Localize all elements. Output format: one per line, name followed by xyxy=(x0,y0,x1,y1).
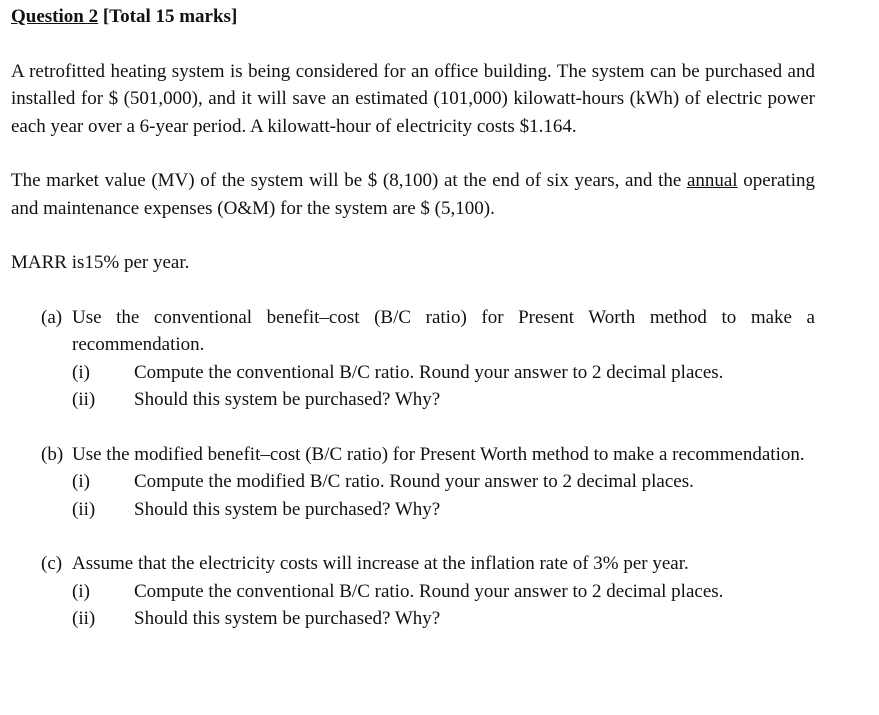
part-c-sub-i xyxy=(41,578,815,606)
marr-paragraph: MARR is15% per year. xyxy=(11,252,190,273)
part-b-sub-i xyxy=(41,468,815,496)
part-a-sub-i-num: (i) xyxy=(72,361,90,383)
part-b xyxy=(41,441,815,524)
part-a-letter: (a) xyxy=(41,306,63,328)
part-b-stem xyxy=(41,441,815,469)
part-b-sub-ii xyxy=(41,496,815,524)
part-b-sub-i-text: Compute the modified B/C ratio. Round your answer to 2 decimal places. xyxy=(134,471,694,492)
problem-paragraph-2 xyxy=(11,167,815,222)
part-c xyxy=(41,550,815,633)
problem-paragraph-2-end: operating and maintenance expenses (O&M) for the system are $ (5,100). xyxy=(11,170,815,219)
question-heading xyxy=(11,3,815,31)
part-c-sub-ii xyxy=(41,605,815,633)
part-c-sub-i-num: (i) xyxy=(72,580,90,602)
part-a-sub-ii-text: Should this system be purchased? Why? xyxy=(134,389,441,410)
part-a-stem xyxy=(41,304,815,359)
part-c-letter: (c) xyxy=(41,553,63,574)
problem-paragraph-2-start: The market value (MV) of the system will be $ (8,100) at the end of six years, and the xyxy=(11,170,687,191)
question-number: Question 2 xyxy=(11,6,99,27)
part-c-sub-ii-text: Should this system be purchased? Why? xyxy=(134,608,441,629)
part-a-sub-ii xyxy=(41,386,815,414)
part-b-stem-text: Use the modified benefit–cost (B/C ratio) for Present Worth method to make a recommendation. xyxy=(72,443,805,465)
question-marks: [Total 15 marks] xyxy=(98,6,238,27)
part-b-sub-i-num: (i) xyxy=(72,471,90,492)
part-c-stem-text: Assume that the electricity costs will increase at the inflation rate of 3% per year. xyxy=(72,553,689,574)
part-c-sub-i-text: Compute the conventional B/C ratio. Round your answer to 2 decimal places. xyxy=(134,580,724,602)
part-c-stem xyxy=(41,550,815,578)
part-b-sub-ii-text: Should this system be purchased? Why? xyxy=(134,498,441,520)
document-page xyxy=(11,3,815,660)
part-a-sub-i-text: Compute the conventional B/C ratio. Round your answer to 2 decimal places. xyxy=(134,361,724,383)
part-b-letter: (b) xyxy=(41,443,64,465)
part-b-sub-ii-num: (ii) xyxy=(72,498,96,520)
part-a-sub-ii-num: (ii) xyxy=(72,389,96,410)
part-c-sub-ii-num: (ii) xyxy=(72,608,96,629)
part-a-stem-text: Use the conventional benefit–cost (B/C ratio) for Present Worth method to make a recommendation. xyxy=(72,306,815,355)
part-a xyxy=(41,304,815,414)
part-a-sub-i xyxy=(41,359,815,387)
annual-underlined: annual xyxy=(686,170,738,191)
problem-paragraph-1: A retrofitted heating system is being considered for an office building. The system can be purchased and installed for $ (501,000), and it will save an estimated (101,000) kilowatt-hours (kWh) of electric power each year over a 6-year period. A kilowatt-hour of electricity costs $1.164. xyxy=(11,60,815,137)
